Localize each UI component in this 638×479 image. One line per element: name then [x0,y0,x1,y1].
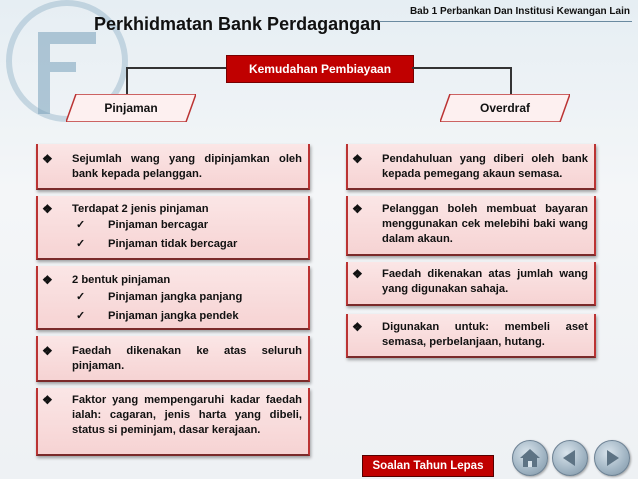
left-point-4-text: Faedah dikenakan ke atas seluruh pinjaman. [72,345,302,372]
home-icon [513,441,547,475]
left-point-3-sub-1 [76,290,242,305]
left-point-2-sub-1 [76,218,208,233]
right-point-2-text: Pelanggan boleh membuat bayaran menggunakan cek melebihi baki wang dalam akaun. [382,203,588,245]
soalan-tahun-lepas-button[interactable]: Soalan Tahun Lepas [362,455,494,477]
branch-label-right: Overdraf [479,101,531,115]
left-point-3 [36,266,310,330]
left-point-2-sub-2 [76,237,237,252]
next-button[interactable] [594,440,630,476]
right-point-3-text: Faedah dikenakan atas jumlah wang yang digunakan sahaja. [382,268,588,295]
right-point-4 [346,314,596,358]
back-button[interactable] [552,440,588,476]
sub-text: Pinjaman bercagar [108,219,209,231]
branch-overdraf [440,94,570,122]
bullet-icon: ❖ [352,267,363,281]
right-point-4-text: Digunakan untuk: membeli aset semasa, perbelanjaan, hutang. [382,321,588,348]
right-point-1-text: Pendahuluan yang diberi oleh bank kepada pemegang akaun semasa. [382,153,588,180]
bullet-icon: ❖ [42,393,53,407]
logo-letter-bar [50,62,76,72]
left-point-3-text: 2 bentuk pinjaman [72,274,171,286]
bullet-icon: ❖ [352,320,363,334]
bullet-icon: ❖ [42,344,53,358]
check-icon: ✓ [76,310,86,322]
back-icon [553,441,587,475]
connector-root-left [126,67,226,69]
check-icon: ✓ [76,291,86,303]
left-point-4 [36,336,310,382]
left-point-5-text: Faktor yang mempengaruhi kadar faedah ialah: cagaran, jenis harta yang dibeli, status si peminjam, dasar kerajaan. [72,394,302,436]
connector-right-drop [510,67,512,94]
check-icon: ✓ [76,219,86,231]
connector-left-drop [126,67,128,94]
branch-pinjaman [66,94,196,122]
home-button[interactable] [512,440,548,476]
chapter-underline [380,21,632,22]
right-point-3 [346,262,596,306]
left-point-2 [36,196,310,260]
right-point-1 [346,144,596,190]
root-node: Kemudahan Pembiayaan [226,55,414,83]
left-point-1-text: Sejumlah wang yang dipinjamkan oleh bank kepada pelanggan. [72,153,302,180]
check-icon: ✓ [76,238,86,250]
sub-text: Pinjaman jangka panjang [108,291,243,303]
left-point-3-sub-2 [76,309,239,324]
bullet-icon: ❖ [42,273,53,287]
left-point-2-text: Terdapat 2 jenis pinjaman [72,203,209,215]
chapter-title: Bab 1 Perbankan Dan Institusi Kewangan Lain [409,6,630,17]
page-title: Perkhidmatan Bank Perdagangan [94,14,382,34]
bullet-icon: ❖ [352,202,363,216]
sub-text: Pinjaman jangka pendek [108,310,239,322]
bullet-icon: ❖ [42,202,53,216]
right-point-2 [346,196,596,256]
bullet-icon: ❖ [42,152,53,166]
next-icon [595,441,629,475]
sub-text: Pinjaman tidak bercagar [108,238,238,250]
left-point-5 [36,388,310,456]
branch-label-left: Pinjaman [104,101,158,115]
bullet-icon: ❖ [352,152,363,166]
connector-root-right [412,67,512,69]
left-point-1 [36,144,310,190]
